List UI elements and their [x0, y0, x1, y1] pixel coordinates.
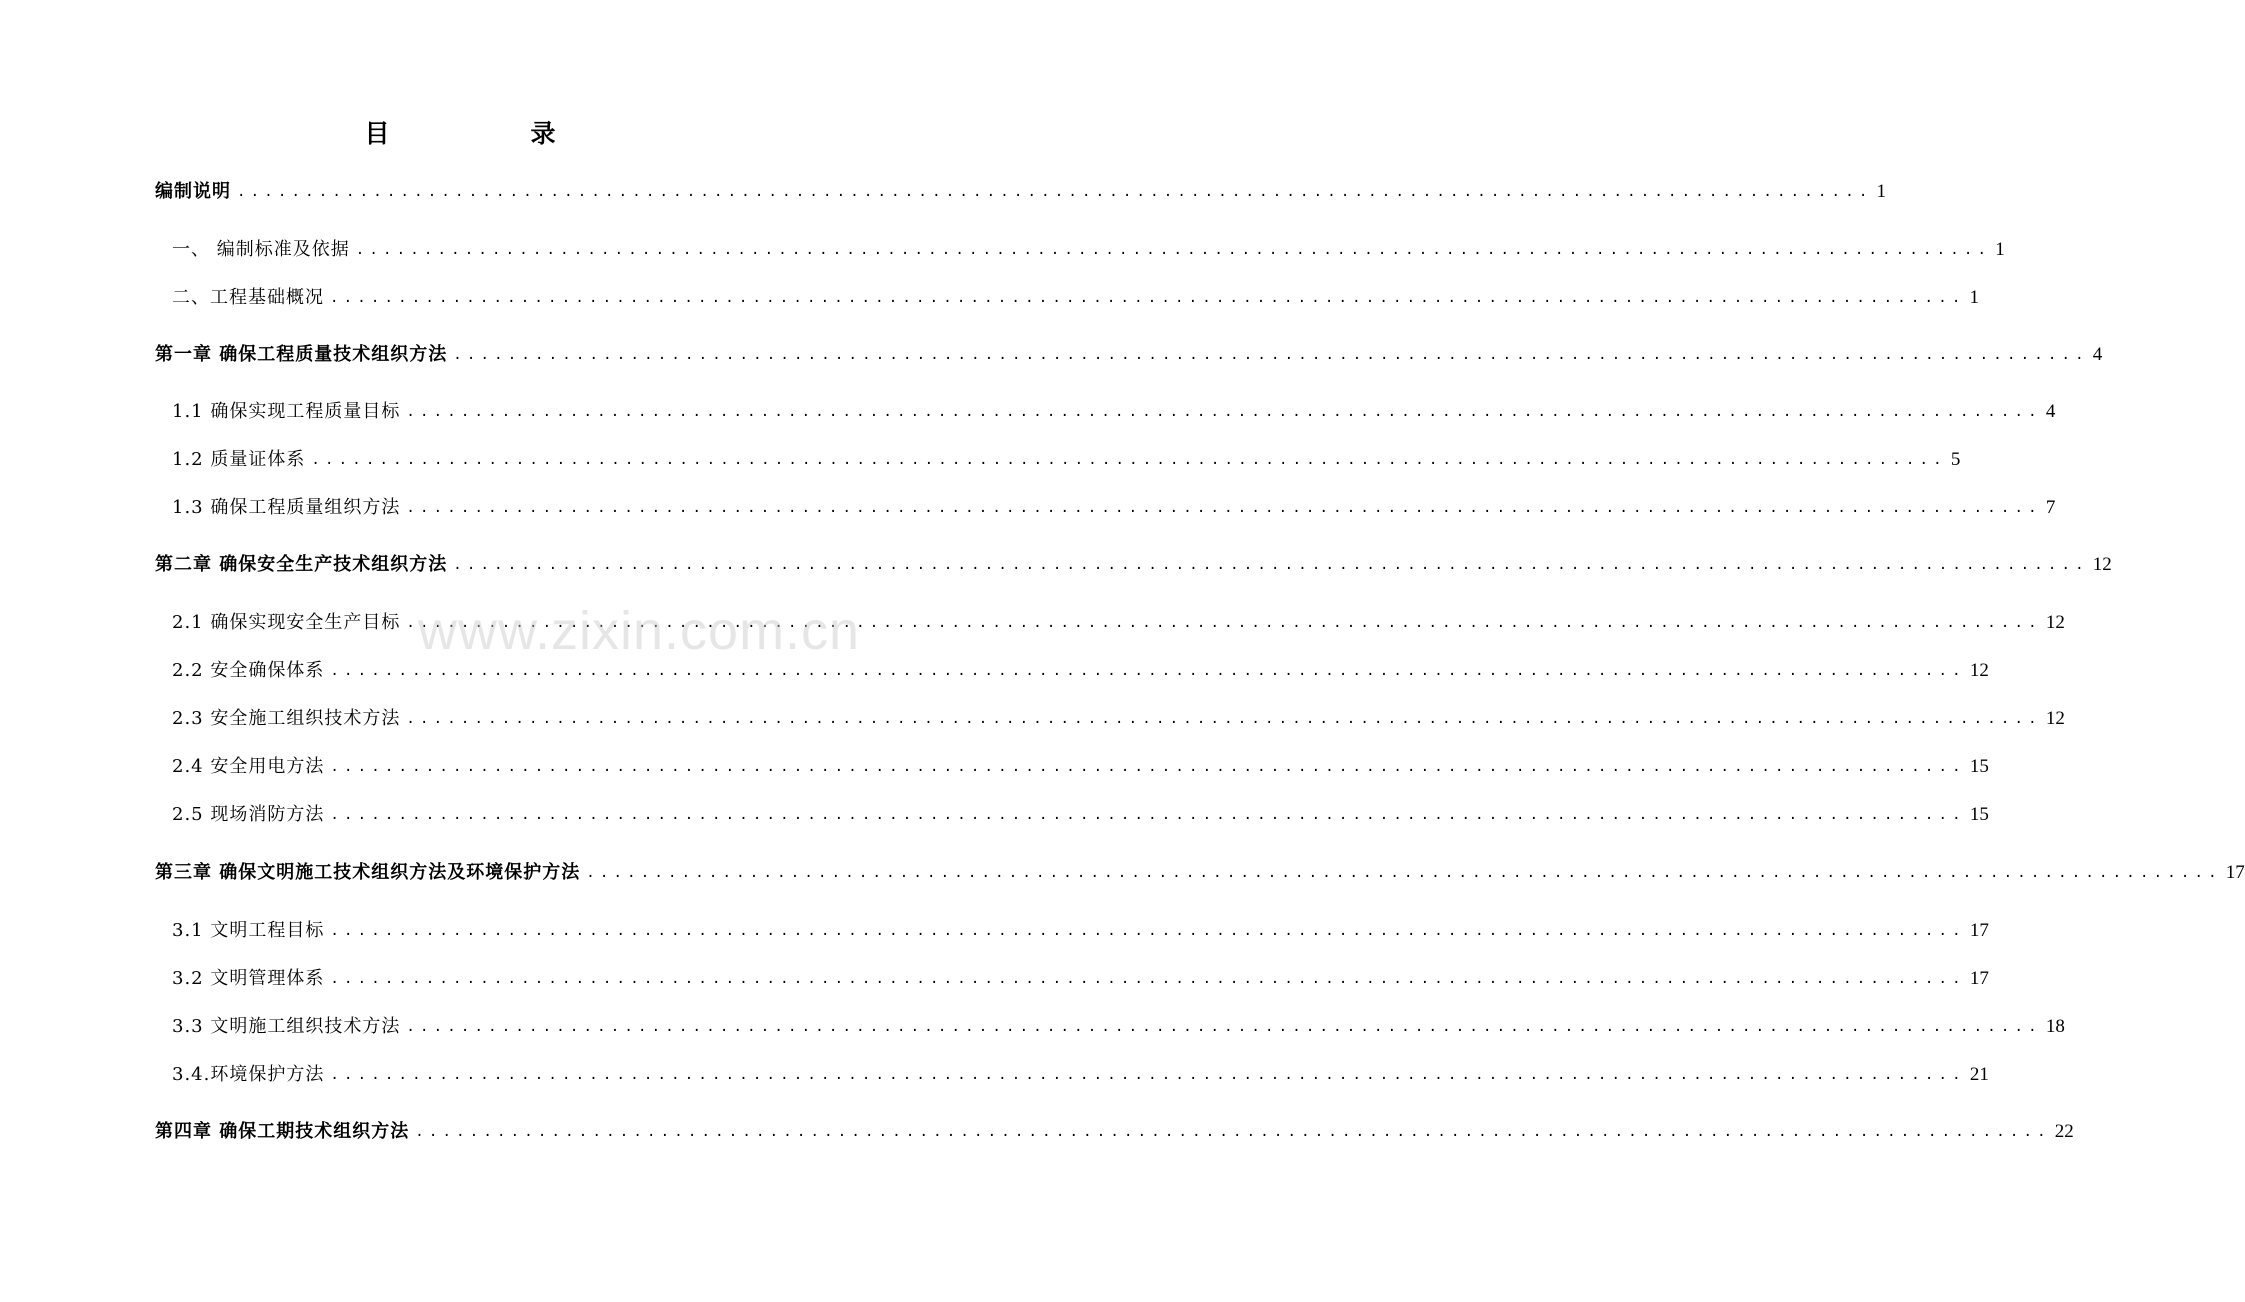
dot-leader: ........................................................................................................................ [406, 711, 2042, 727]
toc-section-entry[interactable] [172, 801, 1989, 829]
dot-leader: ........................................................................................................................ [406, 500, 2042, 516]
toc-chapter-entry[interactable] [155, 1118, 2074, 1146]
toc-page-number: 17 [1969, 968, 1989, 989]
toc-entry-label: 2.4 安全用电方法 [172, 756, 325, 777]
toc-entry-label: 二、工程基础概况 [172, 287, 324, 308]
toc-page-number: 12 [1969, 660, 1989, 681]
toc-chapter-entry[interactable] [155, 859, 2245, 887]
toc-entry-label: 1.3 确保工程质量组织方法 [172, 497, 401, 518]
toc-entry-label: 第一章 确保工程质量技术组织方法 [155, 344, 448, 365]
toc-page-number: 1 [1995, 239, 2005, 260]
toc-chapter-entry[interactable] [155, 178, 1886, 206]
toc-section-entry[interactable] [172, 398, 2056, 426]
dot-leader: ........................................................................................................................ [330, 971, 1966, 987]
dot-leader: ........................................................................................................................ [355, 242, 1992, 258]
toc-page-number: 7 [2045, 497, 2056, 518]
toc-page-number: 1 [1969, 287, 1979, 308]
dot-leader: ........................................................................................................................ [237, 184, 1873, 200]
toc-page-number: 4 [2092, 344, 2103, 365]
toc-entry-label: 1.1 确保实现工程质量目标 [172, 401, 401, 422]
dot-leader: ........................................................................................................................ [406, 404, 2042, 420]
dot-leader: ........................................................................................................................ [330, 807, 1966, 823]
toc-section-entry[interactable] [172, 917, 1989, 945]
toc-entry-label: 2.1 确保实现安全生产目标 [172, 612, 401, 633]
dot-leader: ........................................................................................................................ [311, 452, 1947, 468]
toc-page-number: 21 [1969, 1064, 1989, 1085]
dot-leader: ........................................................................................................................ [415, 1124, 2051, 1140]
toc-entry-label: 编制说明 [155, 181, 231, 202]
toc-page-number: 15 [1969, 804, 1989, 825]
toc-entry-label: 第四章 确保工期技术组织方法 [155, 1121, 410, 1142]
toc-page-number: 1 [1876, 181, 1886, 202]
toc-entry-label: 3.1 文明工程目标 [172, 920, 325, 941]
toc-chapter-entry[interactable] [155, 341, 2103, 369]
toc-section-entry[interactable] [172, 284, 1979, 312]
toc-entry-label: 3.3 文明施工组织技术方法 [172, 1016, 401, 1037]
dot-leader: ........................................................................................................................ [330, 663, 1966, 679]
toc-page-number: 17 [2225, 862, 2245, 883]
toc-entry-label: 2.3 安全施工组织技术方法 [172, 708, 401, 729]
dot-leader: ........................................................................................................................ [330, 1067, 1966, 1083]
toc-title: 目 录 [364, 119, 614, 148]
toc-page-number: 15 [1969, 756, 1989, 777]
toc-entry-label: 2.5 现场消防方法 [172, 804, 325, 825]
toc-page-number: 18 [2045, 1016, 2065, 1037]
toc-section-entry[interactable] [172, 494, 2056, 522]
toc-section-entry[interactable] [172, 609, 2065, 637]
toc-entry-label: 第二章 确保安全生产技术组织方法 [155, 554, 448, 575]
dot-leader: ........................................................................................................................ [586, 865, 2222, 881]
toc-entry-label: 2.2 安全确保体系 [172, 660, 325, 681]
watermark: www.zixin.com.cn [418, 601, 861, 661]
toc-entry-label: 一、 编制标准及依据 [172, 239, 350, 260]
toc-entry-label: 第三章 确保文明施工技术组织方法及环境保护方法 [155, 862, 581, 883]
toc-entry-label: 3.2 文明管理体系 [172, 968, 325, 989]
dot-leader: ........................................................................................................................ [330, 759, 1966, 775]
toc-entry-label: 3.4.环境保护方法 [172, 1064, 325, 1085]
toc-page-number: 4 [2045, 401, 2056, 422]
dot-leader: ........................................................................................................................ [330, 290, 1966, 306]
toc-page-number: 12 [2092, 554, 2112, 575]
toc-page-number: 17 [1969, 920, 1989, 941]
toc-entry-label: 1.2 质量证体系 [172, 449, 306, 470]
toc-section-entry[interactable] [172, 1013, 2065, 1041]
toc-section-entry[interactable] [172, 446, 1961, 474]
toc-section-entry[interactable] [172, 1061, 1989, 1089]
dot-leader: ........................................................................................................................ [453, 347, 2089, 363]
toc-page-number: 12 [2045, 612, 2065, 633]
toc-page-number: 5 [1950, 449, 1961, 470]
toc-section-entry[interactable] [172, 965, 1989, 993]
dot-leader: ........................................................................................................................ [453, 557, 2089, 573]
toc-chapter-entry[interactable] [155, 551, 2112, 579]
dot-leader: ........................................................................................................................ [406, 1019, 2042, 1035]
toc-page-number: 12 [2045, 708, 2065, 729]
toc-section-entry[interactable] [172, 753, 1989, 781]
toc-section-entry[interactable] [172, 236, 2005, 264]
toc-page-number: 22 [2054, 1121, 2074, 1142]
dot-leader: ........................................................................................................................ [330, 923, 1966, 939]
dot-leader: ........................................................................................................................ [406, 615, 2042, 631]
toc-section-entry[interactable] [172, 705, 2065, 733]
toc-section-entry[interactable] [172, 657, 1989, 685]
